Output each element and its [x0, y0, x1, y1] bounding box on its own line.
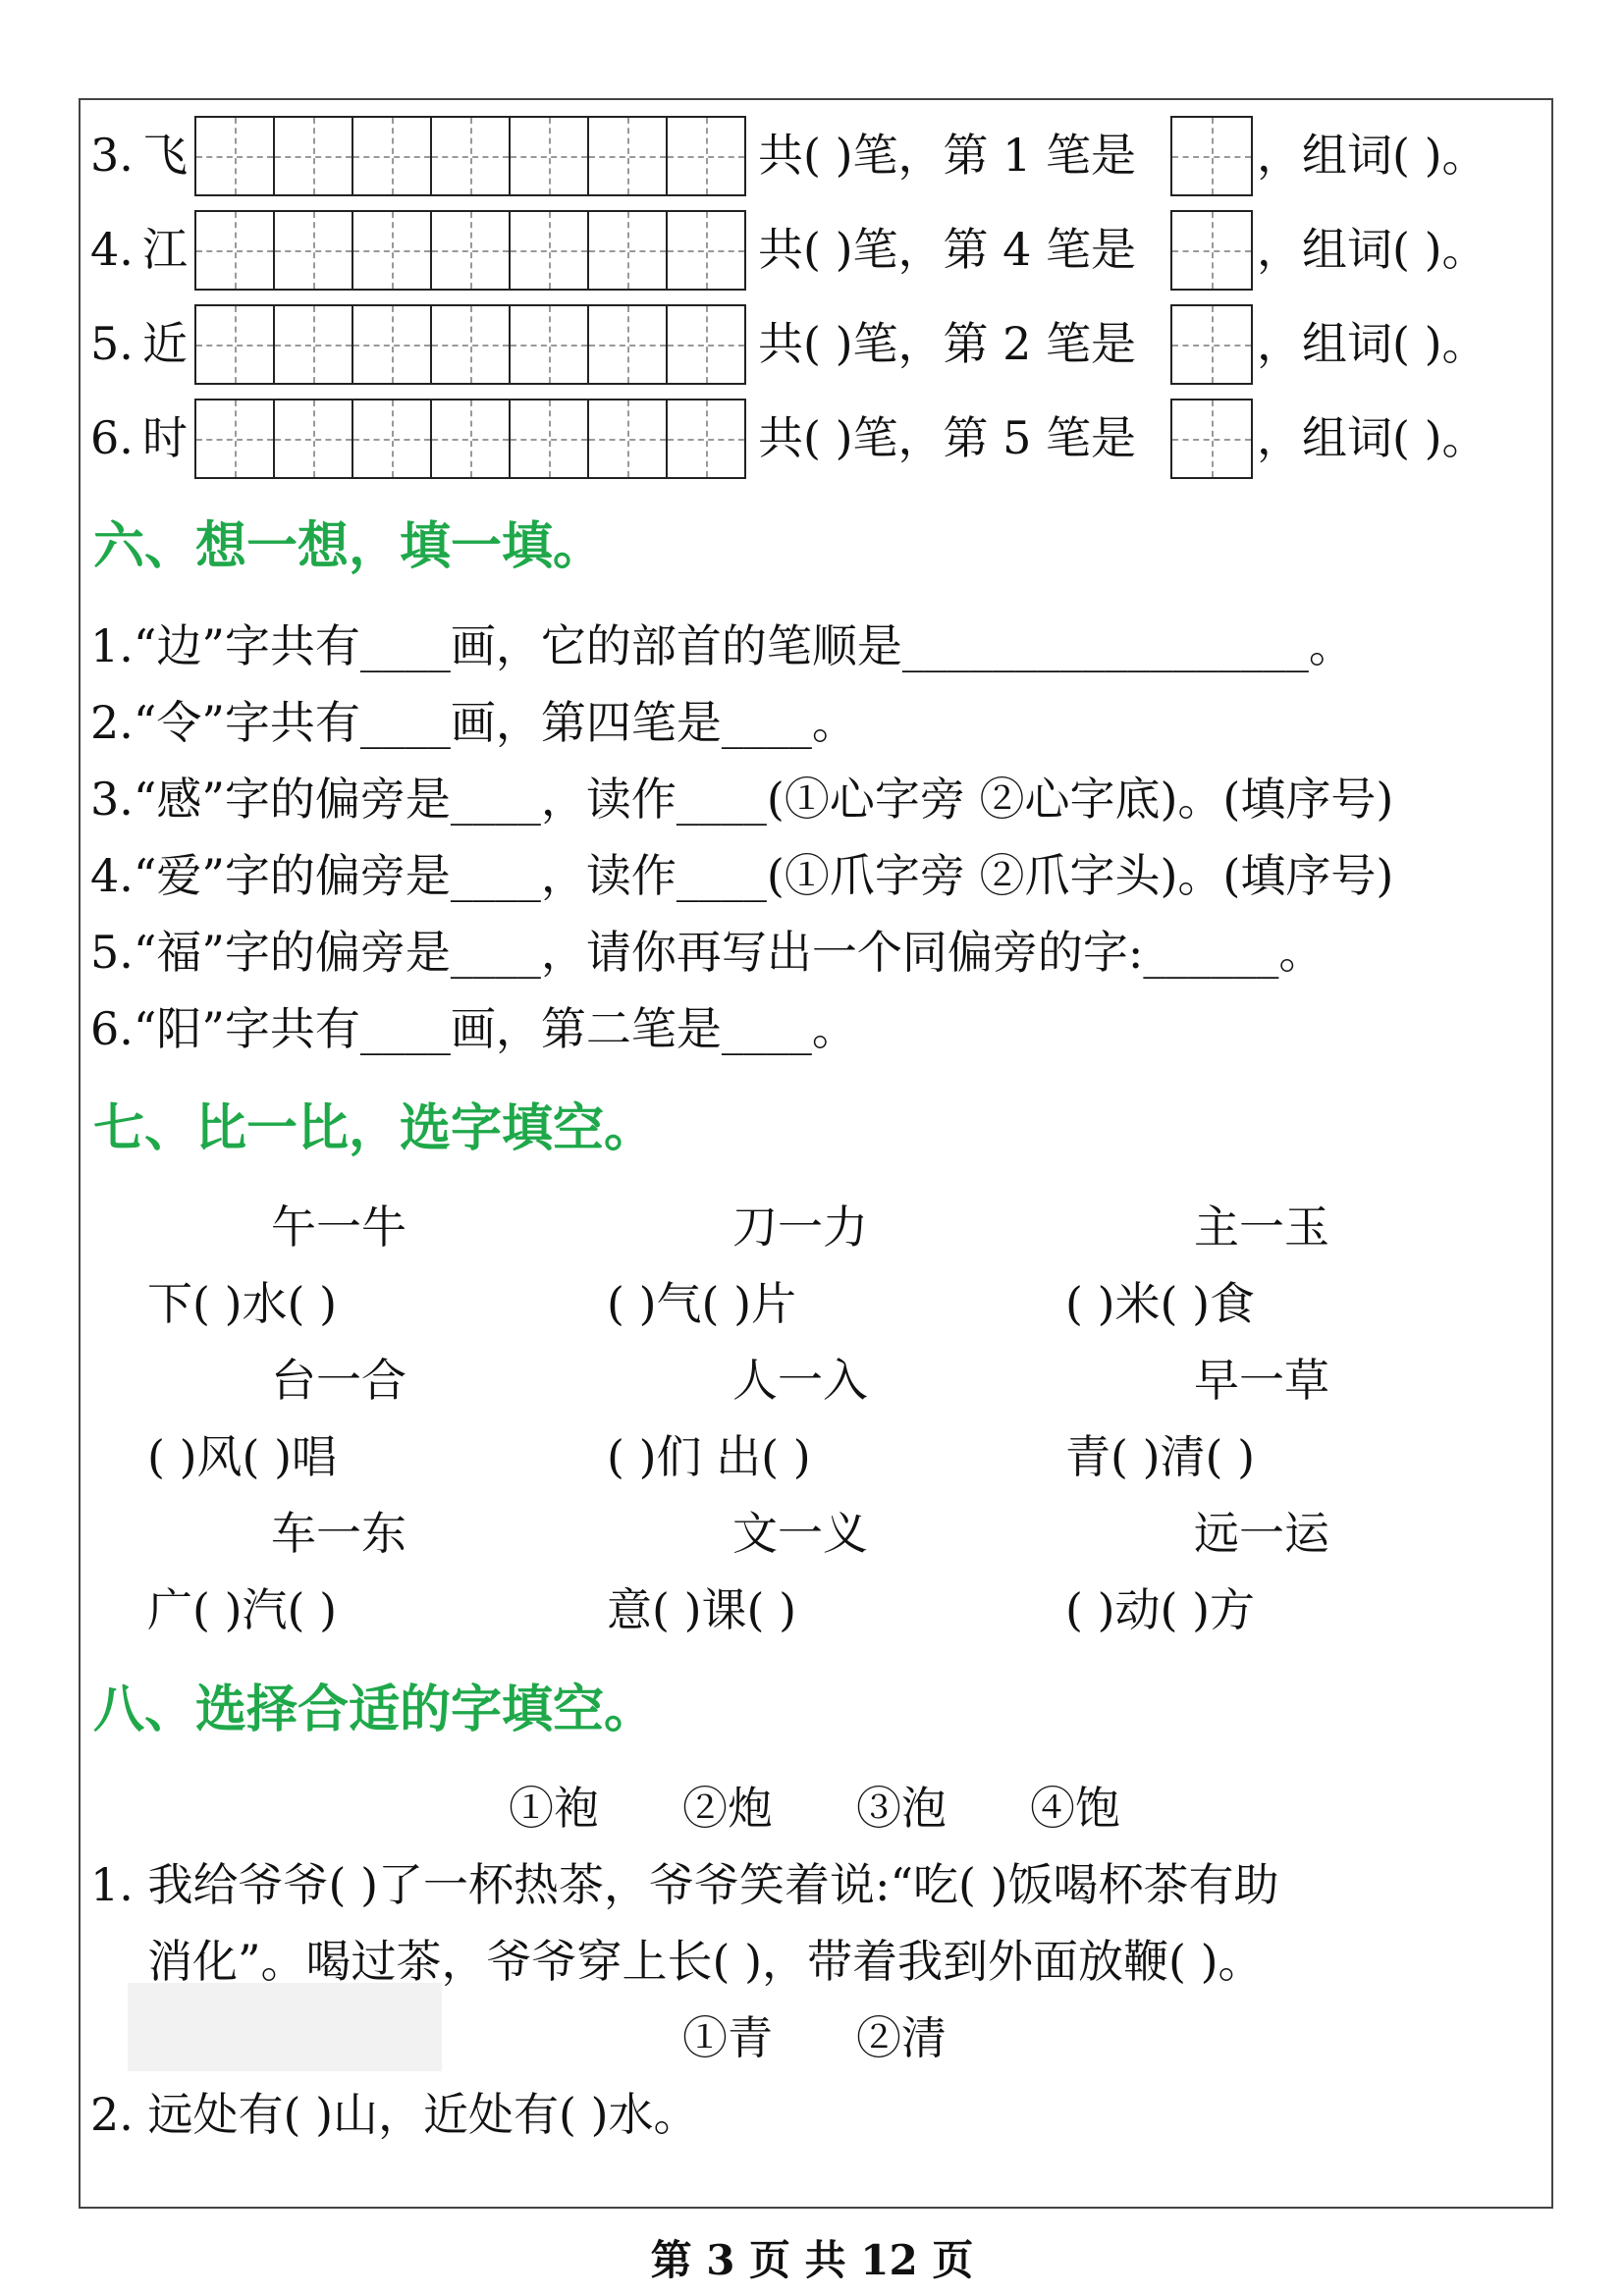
section6-item-4: 4.“爱”字的偏旁是____，读作____(①爪字旁 ②爪字头)。(填序号)	[90, 849, 1394, 902]
writing-cell[interactable]	[352, 304, 432, 385]
writing-cell[interactable]	[430, 210, 511, 291]
question-2: 2. 远处有( )山，近处有( )水。	[90, 2088, 699, 2141]
stroke-row-tail: ，组词( )。	[1257, 411, 1488, 464]
option-2-2: ②清	[856, 2011, 947, 2064]
stroke-answer-box[interactable]	[1170, 304, 1253, 385]
pair-8: 文一义	[732, 1507, 868, 1560]
option-1-1: ①袍	[509, 1782, 599, 1835]
stroke-row-number: 5.	[90, 317, 134, 370]
fill-4: ( )风( )唱	[147, 1430, 338, 1483]
section6-item-2: 2.“令”字共有____画，第四笔是____。	[90, 696, 857, 749]
stroke-writing-grid[interactable]	[194, 399, 744, 479]
fill-2: ( )气( )片	[607, 1277, 797, 1330]
option-1-3: ③泡	[856, 1782, 947, 1835]
fill-6: 青( )清( )	[1065, 1430, 1256, 1483]
writing-cell[interactable]	[509, 116, 589, 196]
section6-item-6: 6.“阳”字共有____画，第二笔是____。	[90, 1002, 857, 1055]
section6-heading: 六、想一想，填一填。	[93, 517, 605, 576]
writing-cell[interactable]	[509, 399, 589, 479]
writing-cell[interactable]	[194, 304, 275, 385]
writing-cell[interactable]	[666, 116, 746, 196]
pair-3: 主一玉	[1194, 1201, 1329, 1254]
page-footer: 第 3 页 共 12 页	[650, 2236, 974, 2284]
writing-cell[interactable]	[194, 399, 275, 479]
fill-7: 广( )汽( )	[147, 1583, 338, 1636]
stroke-row-tail: ，组词( )。	[1257, 317, 1488, 370]
fill-9: ( )动( )方	[1065, 1583, 1256, 1636]
writing-cell[interactable]	[273, 116, 353, 196]
section7-heading: 七、比一比，选字填空。	[93, 1099, 656, 1158]
writing-cell[interactable]	[194, 116, 275, 196]
stroke-row-char: 时	[142, 411, 188, 464]
stroke-row-number: 4.	[90, 223, 134, 276]
writing-cell[interactable]	[666, 210, 746, 291]
pair-1: 午一牛	[271, 1201, 406, 1254]
stroke-answer-box[interactable]	[1170, 210, 1253, 291]
writing-cell[interactable]	[430, 116, 511, 196]
writing-cell[interactable]	[273, 210, 353, 291]
stroke-row-char: 飞	[142, 129, 188, 182]
stroke-row-char: 江	[142, 223, 188, 276]
writing-cell[interactable]	[194, 210, 275, 291]
writing-cell[interactable]	[352, 399, 432, 479]
stroke-row-text: 共( )笔，第 1 笔是	[758, 129, 1137, 182]
option-2-1: ①青	[682, 2011, 773, 2064]
stroke-row-char: 近	[142, 317, 188, 370]
stroke-row-tail: ，组词( )。	[1257, 223, 1488, 276]
pair-6: 早一草	[1194, 1354, 1329, 1407]
stroke-writing-grid[interactable]	[194, 304, 744, 385]
stroke-writing-grid[interactable]	[194, 116, 744, 196]
writing-cell[interactable]	[352, 210, 432, 291]
writing-cell[interactable]	[587, 210, 668, 291]
writing-cell[interactable]	[273, 399, 353, 479]
pair-7: 车一东	[271, 1507, 406, 1560]
writing-cell[interactable]	[273, 304, 353, 385]
question-1-line-1: 1. 我给爷爷( )了一杯热茶，爷爷笑着说:“吃( )饭喝杯茶有助	[90, 1858, 1279, 1911]
stroke-row-text: 共( )笔，第 5 笔是	[758, 411, 1137, 464]
stroke-row-number: 3.	[90, 129, 134, 182]
fill-5: ( )们 出( )	[607, 1430, 811, 1483]
writing-cell[interactable]	[587, 399, 668, 479]
stroke-row-number: 6.	[90, 411, 134, 464]
section6-item-5: 5.“福”字的偏旁是____，请你再写出一个同偏旁的字:______。	[90, 926, 1325, 979]
fill-1: 下( )水( )	[147, 1277, 338, 1330]
stroke-row-text: 共( )笔，第 4 笔是	[758, 223, 1137, 276]
writing-cell[interactable]	[430, 304, 511, 385]
pair-4: 台一合	[271, 1354, 406, 1407]
pair-2: 刀一力	[732, 1201, 868, 1254]
stroke-row-text: 共( )笔，第 2 笔是	[758, 317, 1137, 370]
writing-cell[interactable]	[666, 304, 746, 385]
writing-cell[interactable]	[509, 304, 589, 385]
writing-cell[interactable]	[430, 399, 511, 479]
option-1-2: ②炮	[682, 1782, 773, 1835]
writing-cell[interactable]	[352, 116, 432, 196]
pair-9: 远一运	[1194, 1507, 1329, 1560]
writing-cell[interactable]	[666, 399, 746, 479]
fill-8: 意( )课( )	[607, 1583, 797, 1636]
writing-cell[interactable]	[587, 304, 668, 385]
stroke-answer-box[interactable]	[1170, 116, 1253, 196]
question-1-line-2: 消化”。喝过茶，爷爷穿上长( )，带着我到外面放鞭( )。	[147, 1935, 1264, 1988]
stroke-answer-box[interactable]	[1170, 399, 1253, 479]
pair-5: 人一入	[732, 1354, 868, 1407]
fill-3: ( )米( )食	[1065, 1277, 1256, 1330]
section6-item-3: 3.“感”字的偏旁是____，读作____(①心字旁 ②心字底)。(填序号)	[90, 773, 1394, 826]
smudge	[128, 1983, 442, 2071]
section8-heading: 八、选择合适的字填空。	[93, 1681, 656, 1739]
section6-item-1: 1.“边”字共有____画，它的部首的笔顺是__________________。	[90, 619, 1354, 672]
writing-cell[interactable]	[587, 116, 668, 196]
option-1-4: ④饱	[1030, 1782, 1120, 1835]
stroke-row-tail: ，组词( )。	[1257, 129, 1488, 182]
writing-cell[interactable]	[509, 210, 589, 291]
stroke-writing-grid[interactable]	[194, 210, 744, 291]
